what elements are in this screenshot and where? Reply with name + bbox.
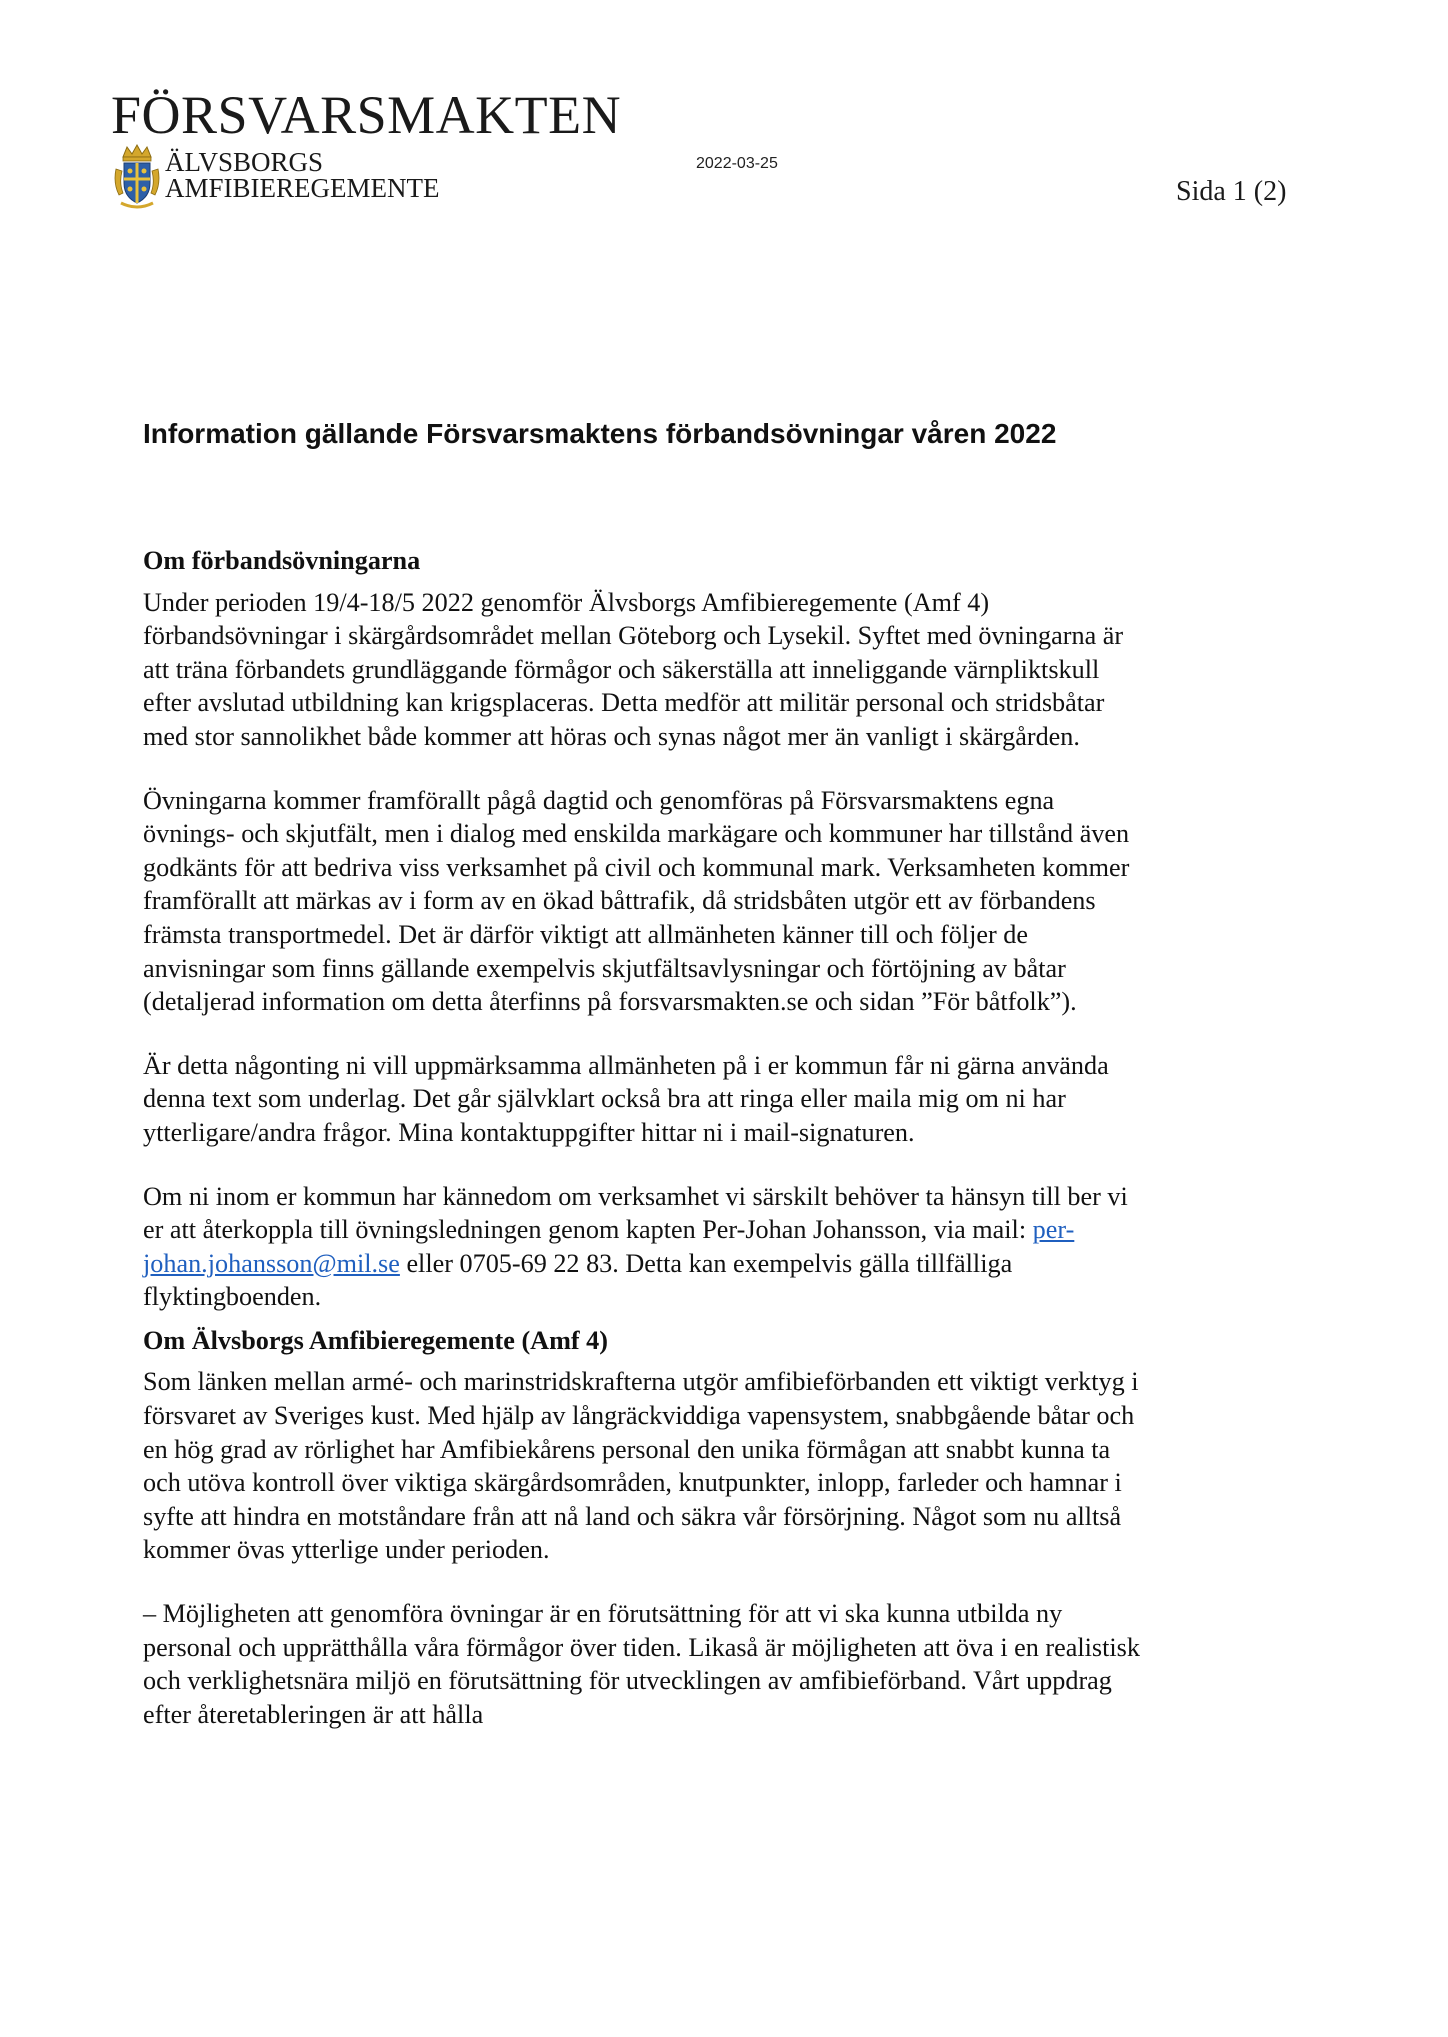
document-title: Information gällande Försvarsmaktens förbandsövningar våren 2022 [143,418,1057,449]
unit-name [165,149,439,201]
organization-name: FÖRSVARSMAKTEN [111,85,622,145]
document-date: 2022-03-25 [696,155,778,172]
contact-text-after: eller 0705-69 22 83. Detta kan exempelvis gälla tillfälliga flyktingboenden. [143,1248,1013,1312]
paragraph-contact [143,1180,1143,1314]
paragraph: Övningarna kommer framförallt pågå dagtid och genomföras på Försvarsmaktens egna övnings- och skjutfält, men i dialog med enskilda markägare och kommuner har tillstånd även godkänts för att bedriva viss verksamhet på civil och kommunal mark. Verksamheten kommer framförallt att märkas av i form av en ökad båttrafik, då stridsbåten utgör ett av förbandens främsta transportmedel. Det är därför viktigt att allmänheten känner till och följer de anvisningar som finns gällande exempelvis skjutfältsavlysningar och förtöjning av båtar (detaljerad information om detta återfinns på forsvarsmakten.se och sidan ”För båtfolk”). [143,785,1130,1017]
page-number: Sida 1 (2) [1176,176,1287,207]
section-heading-regiment: Om Älvsborgs Amfibieregemente (Amf 4) [143,1325,608,1355]
contact-text-before: Om ni inom er kommun har kännedom om verksamhet vi särskilt behöver ta hänsyn till ber vi er att återkoppla till övningsledningen genom kapten Per-Johan Johansson, via mail: [143,1181,1128,1245]
paragraph: Som länken mellan armé- och marinstridskrafterna utgör amfibieförbanden ett viktigt verktyg i försvaret av Sveriges kust. Med hjälp av långräckviddiga vapensystem, snabbgående båtar och en hög grad av rörlighet har Amfibiekårens personal den unika förmågan att snabbt kunna ta och utöva kontroll över viktiga skärgårdsområden, knutpunkter, inlopp, farleder och hamnar i syfte att hindra en motståndare från att nå land och säkra vår försörjning. Något som nu alltså kommer övas ytterlige under perioden. [143,1367,1139,1565]
unit-name-line2: AMFIBIEREGEMENTE [165,173,440,203]
paragraph: Är detta någonting ni vill uppmärksamma allmänheten på i er kommun får ni gärna använda denna text som underlag. Det går självklart också bra att ringa eller maila mig om ni har ytterligare/andra frågor. Mina kontaktuppgifter hittar ni i mail-signaturen. [143,1050,1109,1147]
section-heading-exercises: Om förbandsövningarna [143,546,421,575]
paragraph-quote: – Möjligheten att genomföra övningar är en förutsättning för att vi ska kunna utbilda ny personal och upprätthålla våra förmågor över tiden. Likaså är möjligheten att öva i en realistisk och verklighetsnära miljö en förutsättning för utvecklingen av amfibieförband. Vårt uppdrag efter återetableringen är att hålla [143,1599,1140,1729]
unit-name-line1: ÄLVSBORGS [165,147,324,177]
paragraph: Under perioden 19/4-18/5 2022 genomför Älvsborgs Amfibieregemente (Amf 4) förbandsövningar i skärgårdsområdet mellan Göteborg och Lysekil. Syftet med övningarna är att träna förbandets grundläggande förmågor och säkerställa att inneliggande värnpliktskull efter avslutad utbildning kan krigsplaceras. Detta medför att militär personal och stridsbåtar med stor sannolikhet både kommer att höras och synas något mer än vanligt i skärgården. [143,587,1124,751]
email-link[interactable]: per-johan.johansson@mil.se [143,1215,1075,1278]
coat-of-arms-icon [113,143,161,211]
document-body [143,544,1143,1761]
